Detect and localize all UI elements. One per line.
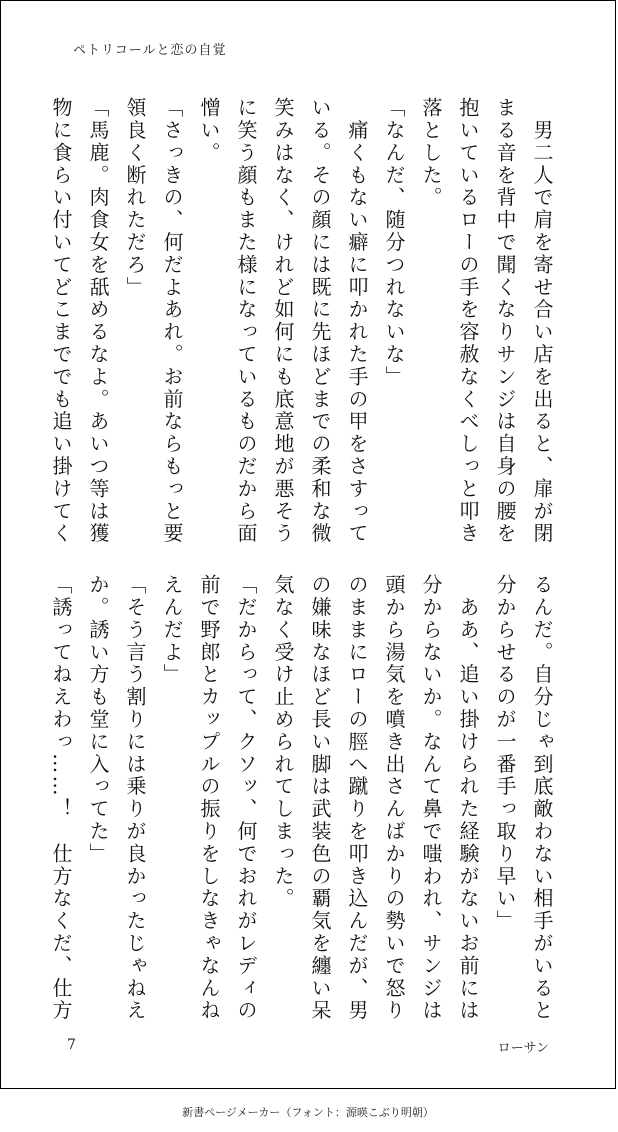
text-column: 男二人で肩を寄せ合い店を出ると、扉が閉 [530, 97, 554, 545]
text-column: の嫌味なほど長い脚は武装色の覇気を纏い呆 [308, 574, 332, 1022]
running-title: ペトリコールと恋の自覚 [73, 43, 227, 58]
text-column: 領良く断れただろ」 [123, 97, 147, 299]
text-column: 「誘ってねえわっ……！ 仕方なくだ、仕方 [49, 574, 73, 1022]
text-column: 笑みはなく、けれど如何にも底意地が悪そう [271, 97, 295, 545]
text-column: 頭から湯気を噴き出さんばかりの勢いで怒り [382, 574, 406, 1022]
text-column: 前で野郎とカップルの振りをしなきゃなんね [197, 574, 221, 1022]
text-column: に笑う顔もまた様になっているものだから面 [234, 97, 258, 545]
text-column: 「そう言う割りには乗りが良かったじゃねえ [123, 574, 147, 1022]
generator-caption: 新書ページメーカー（フォント：源暎こぶり明朝） [182, 1106, 434, 1119]
text-column: 抱いているローの手を容赦なくべしっと叩き [456, 97, 480, 545]
text-column: 分からせるのが一番手っ取り早い」 [493, 574, 517, 933]
text-column: ああ、追い掛けられた経験がないお前には [456, 574, 480, 1022]
text-column: まる音を背中で聞くなりサンジは自身の腰を [493, 97, 517, 545]
text-column: 痛くもない癖に叩かれた手の甲をさすって [345, 97, 369, 545]
text-column: 物に食らい付いてどこまででも追い掛けてく [49, 97, 73, 545]
text-column: 分からないか。なんて鼻で嗤われ、サンジは [419, 574, 443, 1022]
text-column: えんだよ」 [160, 574, 184, 686]
text-column: 「馬鹿。肉食女を舐めるなよ。あいつ等は獲 [86, 97, 110, 545]
text-column: いる。その顔には既に先ほどまでの柔和な微 [308, 97, 332, 545]
text-column: のままにローの脛へ蹴りを叩き込んだが、男 [345, 574, 369, 1022]
text-column: か。誘い方も堂に入ってた」 [86, 574, 110, 866]
upper-text-block [49, 97, 560, 545]
page-number: 7 [67, 1037, 76, 1053]
footer-title: ローサン [497, 1041, 549, 1056]
text-column: るんだ。自分じゃ到底敵わない相手がいると [530, 574, 554, 1022]
text-column: 「さっきの、何だよあれ。お前ならもっと要 [160, 97, 184, 545]
text-column: 「だからって、クソッ、何でおれがレディの [234, 574, 258, 1022]
text-column: 「なんだ、随分つれないな」 [382, 97, 406, 389]
text-column: 気なく受け止められてしまった。 [271, 574, 295, 910]
text-column: 憎い。 [197, 97, 221, 165]
text-column: 落とした。 [419, 97, 443, 209]
lower-text-block [49, 574, 560, 1022]
